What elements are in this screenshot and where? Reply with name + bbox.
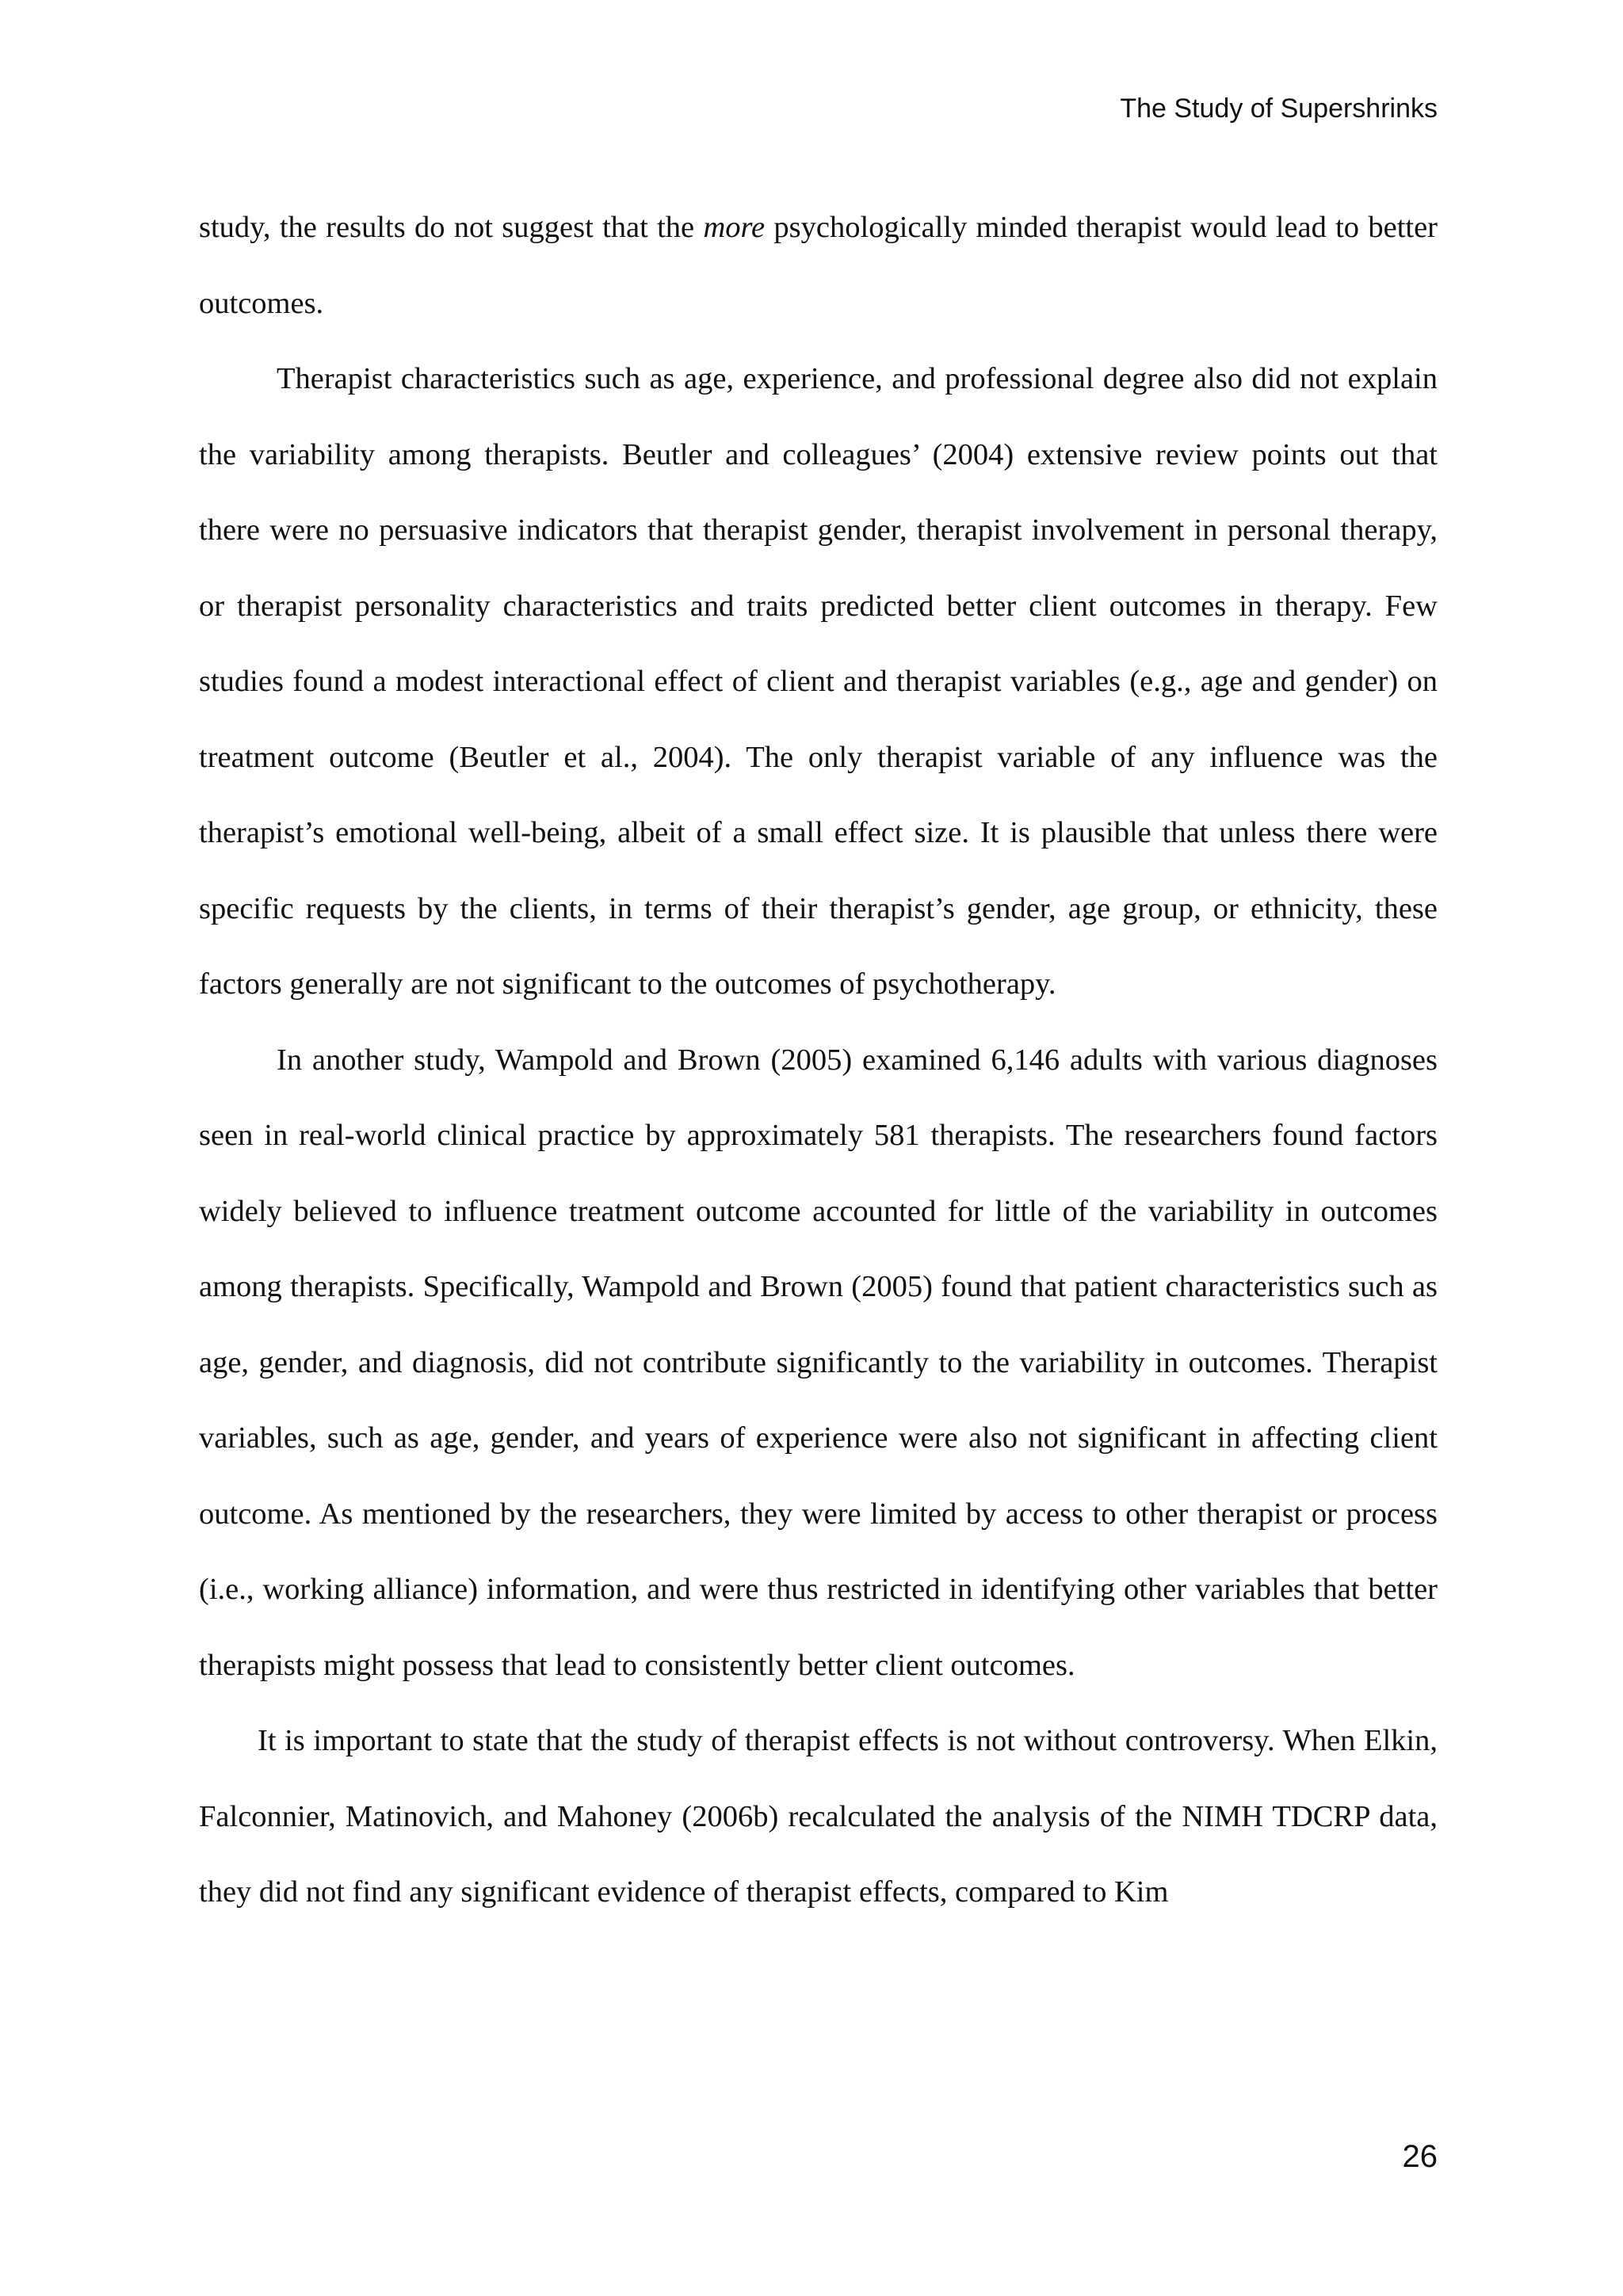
paragraph-4: It is important to state that the study of therapist effects is not without controversy. When Elkin, Falconnier, Matinovich, and Mahoney (2006b) recalculated the analysis of the NIMH TDCRP data, they did not find any significant evidence of therapist effects, compared to Kim [199, 1724, 1438, 1909]
paragraph-3: In another study, Wampold and Brown (2005) examined 6,146 adults with various diagnoses seen in real-world clinical practice by approximately 581 therapists. The researchers found factors widely believed to influence treatment outcome accounted for little of the variability in outcomes among therapists. Specifically, Wampold and Brown (2005) found that patient characteristics such as age, gender, and diagnosis, did not contribute significantly to the variability in outcomes. Therapist variables, such as age, gender, and years of experience were also not significant in affecting client outcome. As mentioned by the researchers, they were limited by access to other therapist or process (i.e., working alliance) information, and were thus restricted in identifying other variables that better therapists might possess that lead to consistently better client outcomes. [199, 1043, 1438, 1682]
paragraph-1 [199, 190, 1438, 341]
emphasis-more: more [703, 211, 766, 244]
paragraph-1-text-end: psychologically minded therapist would lead to better outcomes. [199, 211, 1438, 320]
paragraph-2: Therapist characteristics such as age, experience, and professional degree also did not explain the variability among therapists. Beutler and colleagues’ (2004) extensive review points out that there were no persuasive indicators that therapist gender, therapist involvement in personal therapy, or therapist personality characteristics and traits predicted better client outcomes in therapy. Few studies found a modest interactional effect of client and therapist variables (e.g., age and gender) on treatment outcome (Beutler et al., 2004). The only therapist variable of any influence was the therapist’s emotional well-being, albeit of a small effect size. It is plausible that unless there were specific requests by the clients, in terms of their therapist’s gender, age group, or ethnicity, these factors generally are not significant to the outcomes of psychotherapy. [199, 362, 1438, 1001]
running-head: The Study of Supershrinks [1120, 93, 1438, 124]
page-number: 26 [1402, 2139, 1438, 2174]
body-text [199, 190, 1438, 1931]
paragraph-1-text-start: study, the results do not suggest that the [199, 211, 704, 244]
